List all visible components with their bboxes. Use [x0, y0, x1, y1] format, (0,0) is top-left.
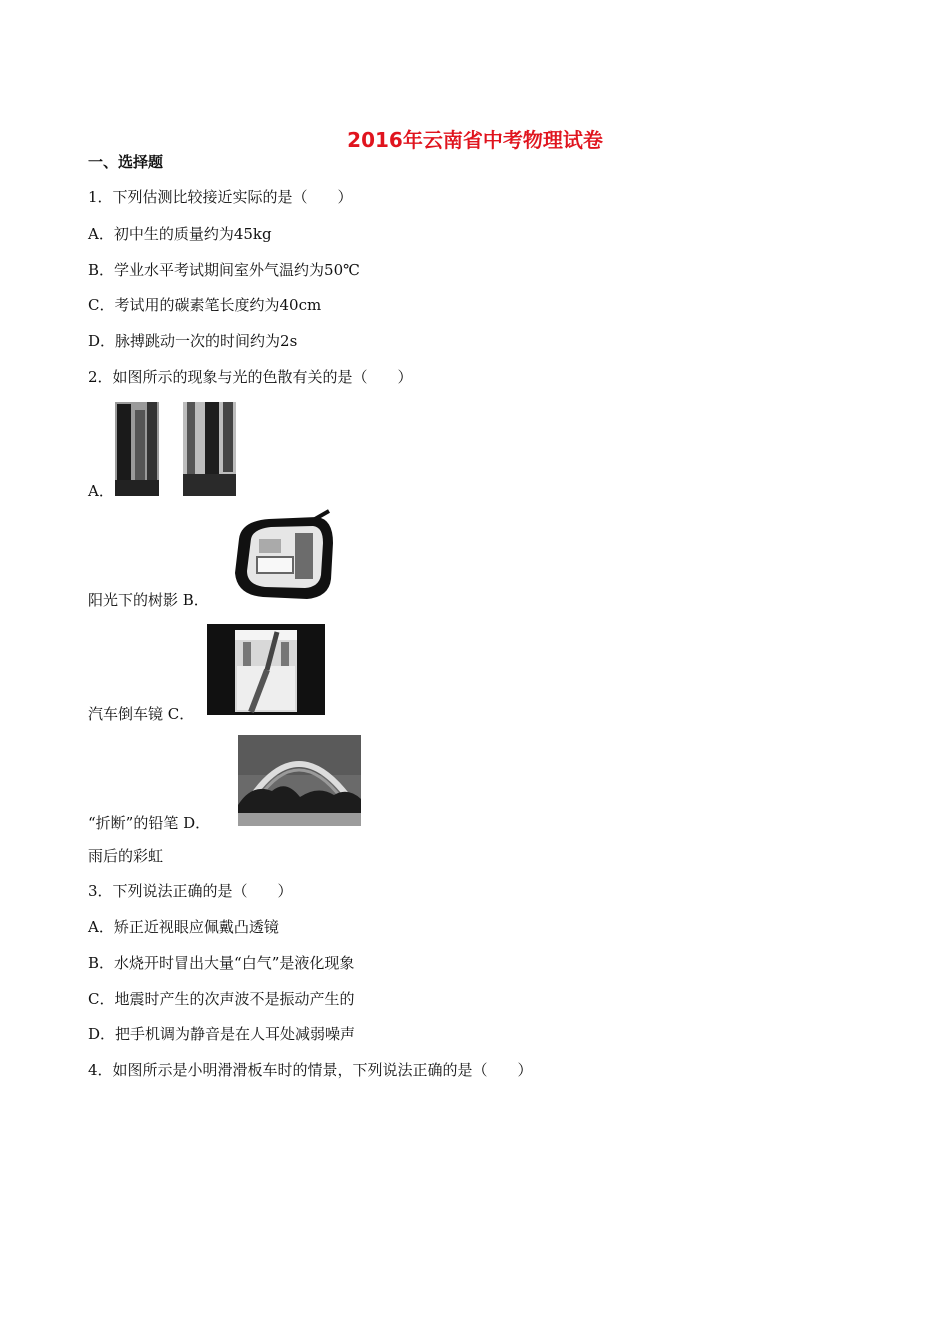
q2-stem: 2．如图所示的现象与光的色散有关的是（ ） — [88, 368, 413, 386]
rainbow-image — [238, 735, 361, 826]
q3-option-b: B．水烧开时冒出大量“白气”是液化现象 — [88, 954, 355, 972]
q1-option-b: B．学业水平考试期间室外气温约为50℃ — [88, 261, 360, 279]
q1-option-c: C．考试用的碳素笔长度约为40cm — [88, 296, 322, 314]
q1-option-a: A．初中生的质量约为45kg — [88, 225, 272, 243]
rainbow-drawing — [238, 735, 361, 826]
q2-option-a-label: A． — [88, 482, 114, 500]
q2-option-d-text: “折断”的铅笔 D． — [88, 814, 211, 832]
q3-option-d: D．把手机调为静音是在人耳处减弱噪声 — [88, 1025, 356, 1043]
q3-stem: 3．下列说法正确的是（ ） — [88, 882, 293, 900]
bent-pencil-image — [207, 624, 325, 715]
q2-option-d-caption: 雨后的彩虹 — [88, 847, 164, 865]
q2-option-b-text: 阳光下的树影 B． — [88, 591, 209, 609]
q3-option-c: C．地震时产生的次声波不是振动产生的 — [88, 990, 355, 1008]
q2-option-c-text: 汽车倒车镜 C． — [88, 705, 195, 723]
q4-stem: 4．如图所示是小明滑滑板车时的情景，下列说法正确的是（ ） — [88, 1061, 533, 1079]
q3-option-a: A．矫正近视眼应佩戴凸透镜 — [88, 918, 279, 936]
q1-stem: 1．下列估测比较接近实际的是（ ） — [88, 188, 353, 206]
bent-pencil-drawing — [207, 624, 325, 715]
q1-option-d: D．脉搏跳动一次的时间约为2s — [88, 332, 298, 350]
tree-shadow-drawing — [115, 402, 236, 496]
tree-shadow-image — [115, 402, 236, 496]
page-title: 2016年云南省中考物理试卷 — [347, 128, 603, 152]
car-mirror-drawing — [229, 509, 339, 602]
section-heading: 一、选择题 — [88, 153, 164, 171]
car-mirror-image — [229, 509, 339, 602]
